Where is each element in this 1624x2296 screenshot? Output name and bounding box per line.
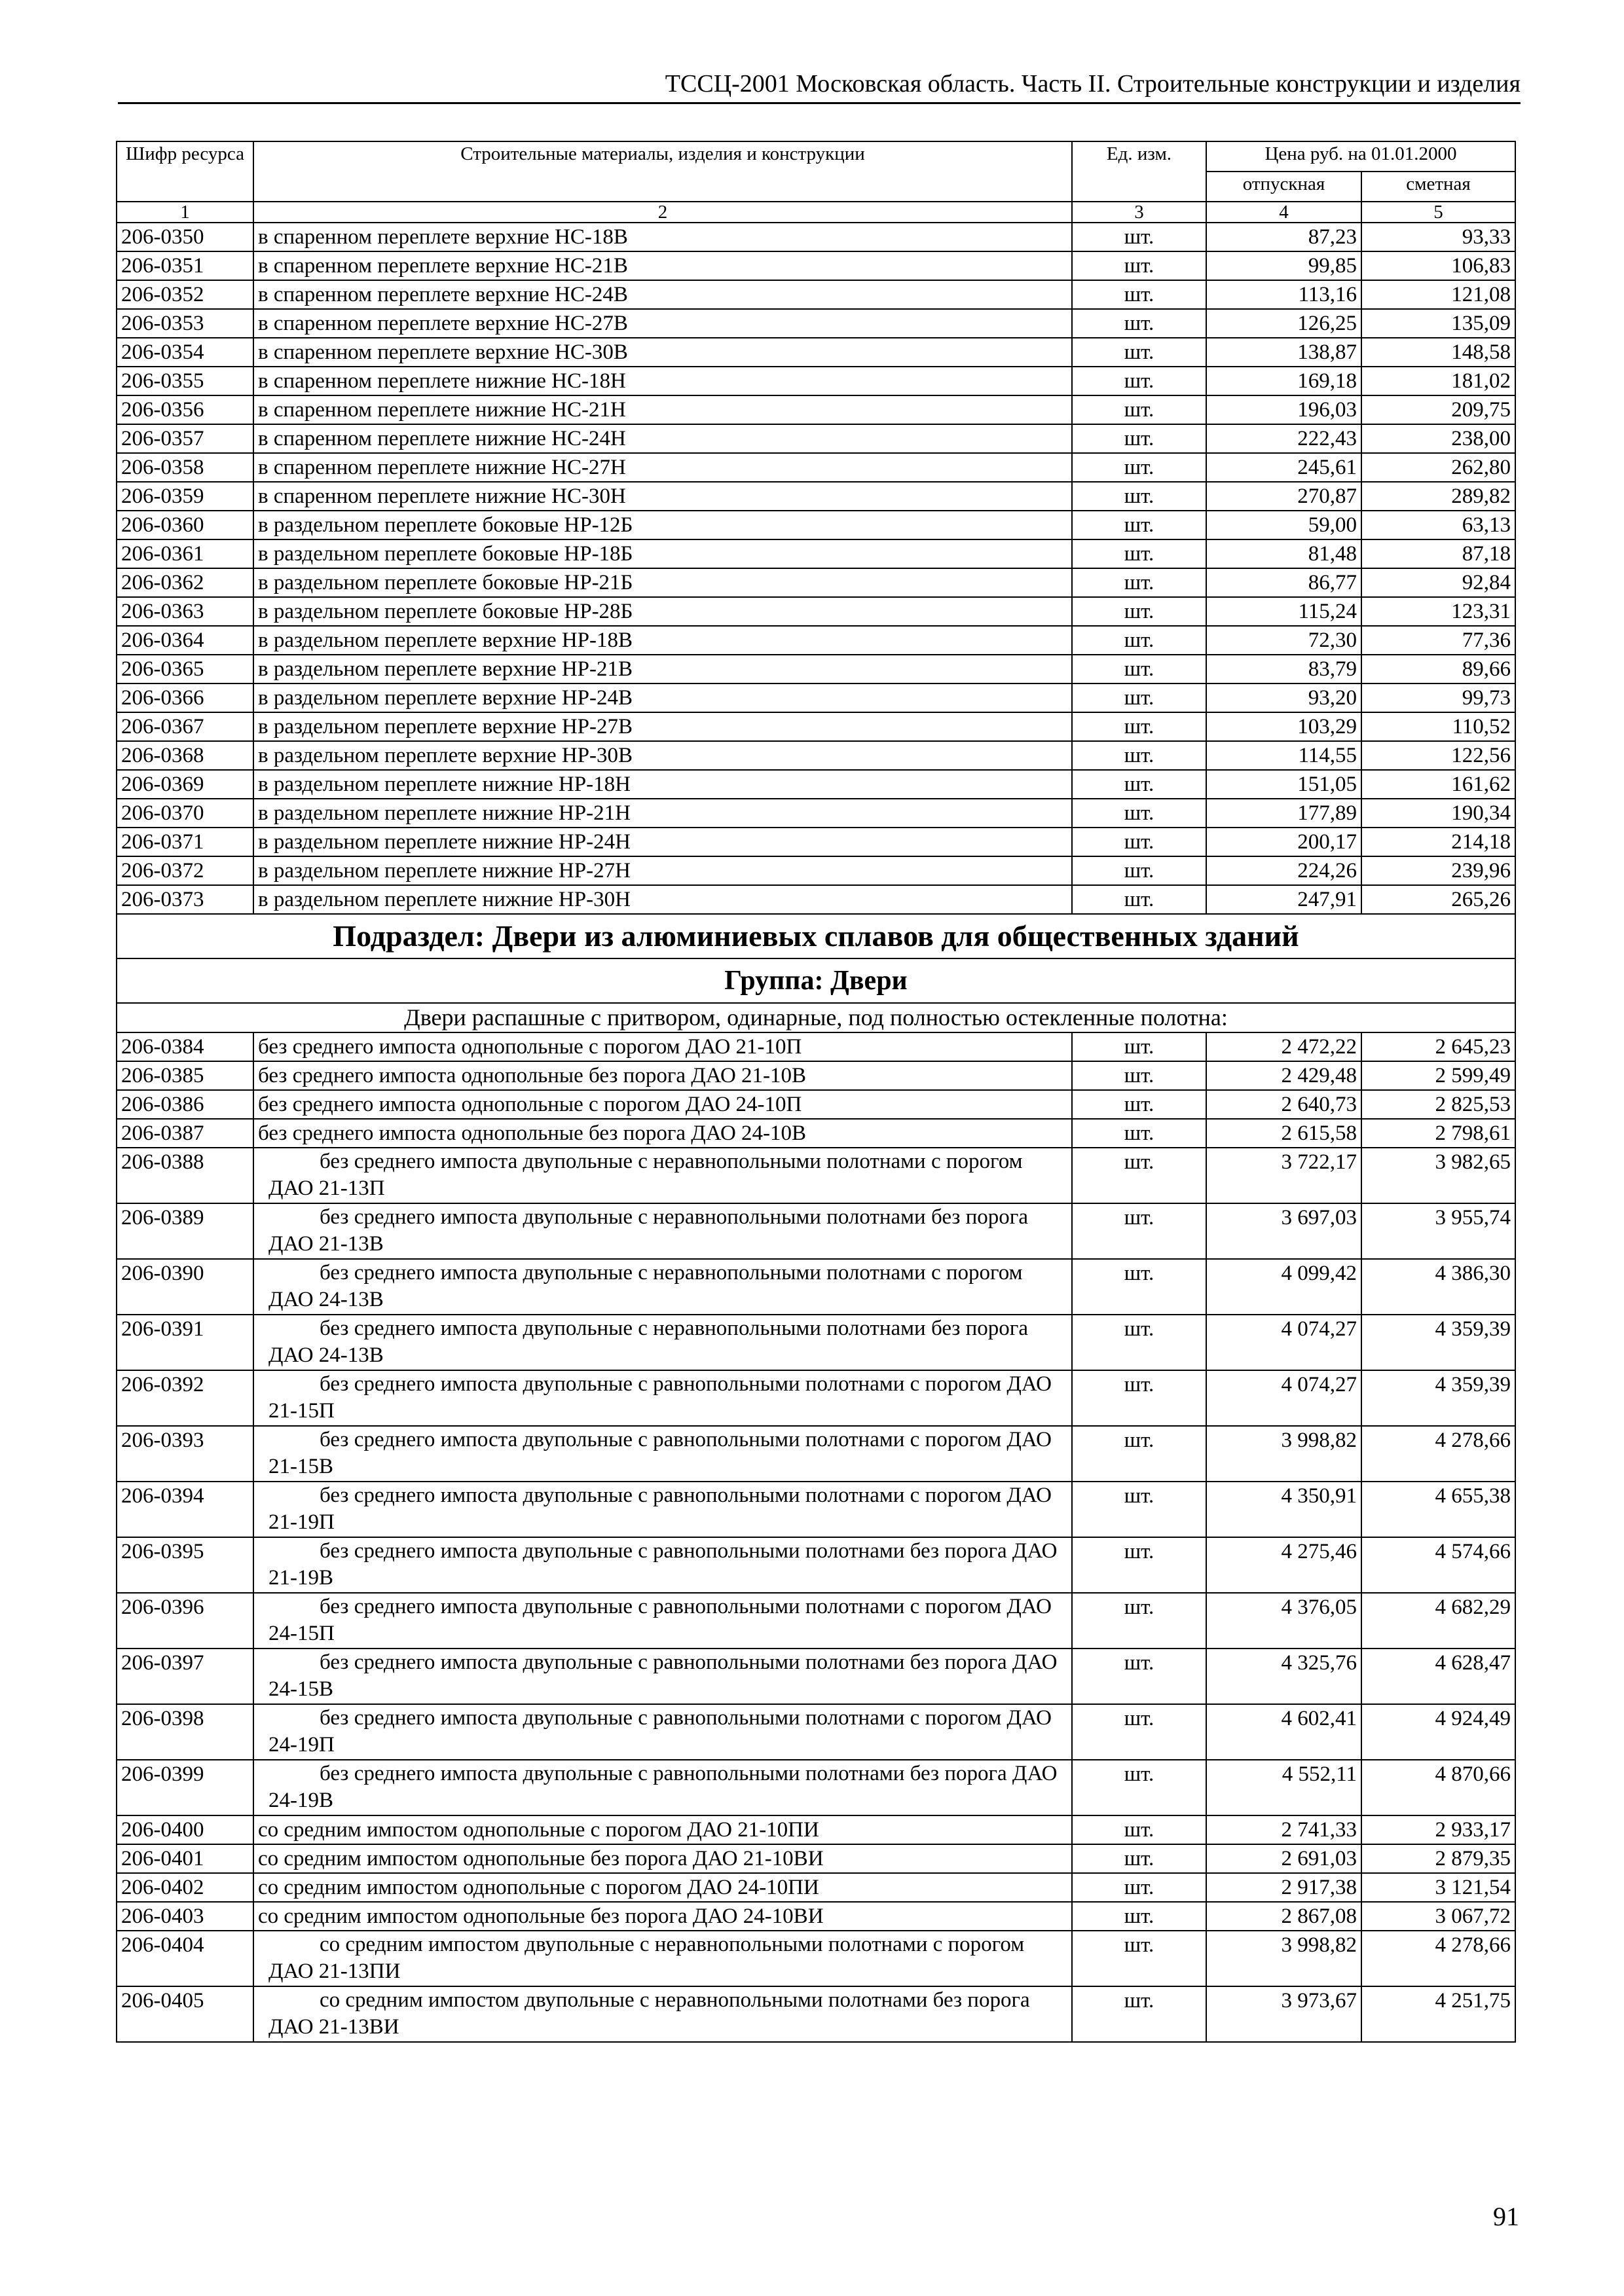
estimate-price: 4 870,66 [1361,1760,1515,1815]
estimate-price: 3 982,65 [1361,1148,1515,1203]
release-price: 224,26 [1206,856,1361,885]
table-row [117,712,1515,741]
release-price: 2 691,03 [1206,1844,1361,1873]
resource-code: 206-0387 [117,1119,253,1148]
item-name: в раздельном переплете боковые НР-18Б [253,539,1072,568]
item-name: без среднего импоста двупольные с равнопольными полотнами с порогом ДАО 21-15П [253,1370,1072,1426]
release-price: 245,61 [1206,453,1361,482]
header-rule [118,102,1521,104]
resource-code: 206-0384 [117,1032,253,1061]
item-name: в спаренном переплете верхние НС-24В [253,280,1072,309]
resource-code: 206-0352 [117,280,253,309]
estimate-price: 4 386,30 [1361,1259,1515,1315]
table-row [117,799,1515,828]
item-name: без среднего импоста двупольные с равнопольными полотнами с порогом ДАО 21-19П [253,1482,1072,1537]
table-row [117,885,1515,914]
item-name: в раздельном переплете нижние НР-18Н [253,770,1072,799]
release-price: 86,77 [1206,568,1361,597]
table-row [117,1426,1515,1482]
table-row [117,1760,1515,1815]
release-price: 4 074,27 [1206,1370,1361,1426]
estimate-price: 2 599,49 [1361,1061,1515,1090]
estimate-price: 4 655,38 [1361,1482,1515,1537]
resource-code: 206-0402 [117,1873,253,1902]
item-name: в спаренном переплете верхние НС-30В [253,338,1072,367]
estimate-price: 106,83 [1361,251,1515,280]
resource-code: 206-0371 [117,828,253,856]
item-name: без среднего импоста двупольные с равнопольными полотнами с порогом ДАО 24-15П [253,1593,1072,1649]
resource-code: 206-0368 [117,741,253,770]
estimate-price: 2 798,61 [1361,1119,1515,1148]
resource-code: 206-0358 [117,453,253,482]
unit: шт. [1072,1815,1206,1844]
release-price: 4 602,41 [1206,1704,1361,1760]
release-price: 169,18 [1206,367,1361,395]
unit: шт. [1072,683,1206,712]
unit: шт. [1072,223,1206,251]
unit: шт. [1072,597,1206,626]
resource-code: 206-0388 [117,1148,253,1203]
resource-code: 206-0401 [117,1844,253,1873]
item-name: без среднего импоста двупольные с равнопольными полотнами с порогом ДАО 21-15В [253,1426,1072,1482]
resource-code: 206-0366 [117,683,253,712]
table-row [117,1649,1515,1704]
item-name: в спаренном переплете нижние НС-18Н [253,367,1072,395]
table-row [117,626,1515,655]
release-price: 4 074,27 [1206,1315,1361,1370]
estimate-price: 4 682,29 [1361,1593,1515,1649]
resource-code: 206-0367 [117,712,253,741]
release-price: 4 552,11 [1206,1760,1361,1815]
section-title: Подраздел: Двери из алюминиевых сплавов для общественных зданий [117,914,1515,958]
unit: шт. [1072,885,1206,914]
unit: шт. [1072,453,1206,482]
release-price: 83,79 [1206,655,1361,683]
resource-code: 206-0392 [117,1370,253,1426]
resource-code: 206-0357 [117,424,253,453]
release-price: 200,17 [1206,828,1361,856]
resource-code: 206-0390 [117,1259,253,1315]
release-price: 2 741,33 [1206,1815,1361,1844]
item-name: в спаренном переплете верхние НС-18В [253,223,1072,251]
unit: шт. [1072,741,1206,770]
item-name: со средним импостом однопольные без порога ДАО 21-10ВИ [253,1844,1072,1873]
estimate-price: 4 251,75 [1361,1986,1515,2042]
column-number: 2 [253,202,1072,223]
estimate-price: 265,26 [1361,885,1515,914]
table-row [117,1844,1515,1873]
release-price: 4 099,42 [1206,1259,1361,1315]
item-name: без среднего импоста двупольные с неравнопольными полотнами с порогом ДАО 21-13П [253,1148,1072,1203]
estimate-price: 4 574,66 [1361,1537,1515,1593]
release-price: 87,23 [1206,223,1361,251]
release-price: 138,87 [1206,338,1361,367]
item-name: в спаренном переплете верхние НС-27В [253,309,1072,338]
estimate-price: 239,96 [1361,856,1515,885]
subheading-row [117,1003,1515,1032]
unit: шт. [1072,251,1206,280]
estimate-price: 2 933,17 [1361,1815,1515,1844]
item-name: со средним импостом двупольные с неравнопольными полотнами с порогом ДАО 21-13ПИ [253,1931,1072,1986]
item-name: в раздельном переплете нижние НР-21Н [253,799,1072,828]
table-row [117,1203,1515,1259]
unit: шт. [1072,539,1206,568]
table-row [117,1090,1515,1119]
estimate-price: 4 278,66 [1361,1931,1515,1986]
unit: шт. [1072,1593,1206,1649]
unit: шт. [1072,828,1206,856]
item-name: без среднего импоста однопольные с порогом ДАО 21-10П [253,1032,1072,1061]
header-estimate-price: сметная [1361,172,1515,202]
resource-code: 206-0394 [117,1482,253,1537]
table-row [117,424,1515,453]
unit: шт. [1072,1259,1206,1315]
table-row [117,856,1515,885]
unit: шт. [1072,1032,1206,1061]
release-price: 72,30 [1206,626,1361,655]
estimate-price: 148,58 [1361,338,1515,367]
table-row [117,1032,1515,1061]
release-price: 93,20 [1206,683,1361,712]
table-row [117,683,1515,712]
group-title-row [117,958,1515,1003]
table-row [117,1370,1515,1426]
estimate-price: 4 359,39 [1361,1370,1515,1426]
item-name: в раздельном переплете верхние НР-27В [253,712,1072,741]
table-row [117,251,1515,280]
header-unit: Ед. изм. [1072,141,1206,202]
column-number: 1 [117,202,253,223]
resource-code: 206-0399 [117,1760,253,1815]
item-name: без среднего импоста двупольные с равнопольными полотнами без порога ДАО 24-15В [253,1649,1072,1704]
unit: шт. [1072,1902,1206,1931]
column-number: 3 [1072,202,1206,223]
release-price: 3 722,17 [1206,1148,1361,1203]
unit: шт. [1072,1537,1206,1593]
resource-code: 206-0351 [117,251,253,280]
estimate-price: 135,09 [1361,309,1515,338]
item-name: без среднего импоста двупольные с неравнопольными полотнами без порога ДАО 24-13В [253,1315,1072,1370]
estimate-price: 3 955,74 [1361,1203,1515,1259]
table-row [117,1315,1515,1370]
price-table [116,141,1516,2043]
table-row [117,539,1515,568]
release-price: 2 917,38 [1206,1873,1361,1902]
resource-code: 206-0365 [117,655,253,683]
header-release-price: отпускная [1206,172,1361,202]
unit: шт. [1072,482,1206,511]
estimate-price: 92,84 [1361,568,1515,597]
resource-code: 206-0389 [117,1203,253,1259]
table-row [117,309,1515,338]
subheading: Двери распашные с притвором, одинарные, под полностью остекленные полотна: [117,1003,1515,1032]
table-row [117,1873,1515,1902]
unit: шт. [1072,568,1206,597]
unit: шт. [1072,395,1206,424]
release-price: 113,16 [1206,280,1361,309]
unit: шт. [1072,1844,1206,1873]
resource-code: 206-0362 [117,568,253,597]
release-price: 81,48 [1206,539,1361,568]
estimate-price: 3 067,72 [1361,1902,1515,1931]
resource-code: 206-0361 [117,539,253,568]
unit: шт. [1072,799,1206,828]
release-price: 4 275,46 [1206,1537,1361,1593]
item-name: в раздельном переплете верхние НР-18В [253,626,1072,655]
item-name: без среднего импоста двупольные с неравнопольными полотнами без порога ДАО 21-13В [253,1203,1072,1259]
estimate-price: 93,33 [1361,223,1515,251]
release-price: 126,25 [1206,309,1361,338]
resource-code: 206-0372 [117,856,253,885]
item-name: без среднего импоста двупольные с равнопольными полотнами с порогом ДАО 24-19П [253,1704,1072,1760]
resource-code: 206-0360 [117,511,253,539]
table-row [117,1537,1515,1593]
release-price: 2 867,08 [1206,1902,1361,1931]
resource-code: 206-0400 [117,1815,253,1844]
release-price: 103,29 [1206,712,1361,741]
estimate-price: 190,34 [1361,799,1515,828]
section-title-row [117,914,1515,958]
table-row [117,223,1515,251]
resource-code: 206-0353 [117,309,253,338]
item-name: без среднего импоста однопольные с порогом ДАО 24-10П [253,1090,1072,1119]
item-name: в раздельном переплете верхние НР-24В [253,683,1072,712]
release-price: 247,91 [1206,885,1361,914]
item-name: в раздельном переплете боковые НР-21Б [253,568,1072,597]
estimate-price: 4 628,47 [1361,1649,1515,1704]
table-row [117,1593,1515,1649]
unit: шт. [1072,1931,1206,1986]
column-number: 5 [1361,202,1515,223]
unit: шт. [1072,1061,1206,1090]
estimate-price: 181,02 [1361,367,1515,395]
item-name: в раздельном переплете боковые НР-28Б [253,597,1072,626]
header-code: Шифр ресурса [117,141,253,202]
table-row [117,1482,1515,1537]
release-price: 4 350,91 [1206,1482,1361,1537]
unit: шт. [1072,1649,1206,1704]
estimate-price: 209,75 [1361,395,1515,424]
resource-code: 206-0369 [117,770,253,799]
header-name: Строительные материалы, изделия и конструкции [253,141,1072,202]
release-price: 4 325,76 [1206,1649,1361,1704]
resource-code: 206-0356 [117,395,253,424]
estimate-price: 3 121,54 [1361,1873,1515,1902]
unit: шт. [1072,1203,1206,1259]
estimate-price: 110,52 [1361,712,1515,741]
unit: шт. [1072,511,1206,539]
table-row [117,1902,1515,1931]
table-row [117,280,1515,309]
item-name: в раздельном переплете верхние НР-21В [253,655,1072,683]
unit: шт. [1072,338,1206,367]
release-price: 59,00 [1206,511,1361,539]
release-price: 4 376,05 [1206,1593,1361,1649]
unit: шт. [1072,1482,1206,1537]
estimate-price: 121,08 [1361,280,1515,309]
resource-code: 206-0354 [117,338,253,367]
item-name: без среднего импоста двупольные с равнопольными полотнами без порога ДАО 24-19В [253,1760,1072,1815]
table-row [117,1931,1515,1986]
release-price: 2 615,58 [1206,1119,1361,1148]
item-name: без среднего импоста двупольные с равнопольными полотнами без порога ДАО 21-19В [253,1537,1072,1593]
estimate-price: 63,13 [1361,511,1515,539]
item-name: в спаренном переплете нижние НС-24Н [253,424,1072,453]
unit: шт. [1072,1760,1206,1815]
estimate-price: 262,80 [1361,453,1515,482]
estimate-price: 238,00 [1361,424,1515,453]
release-price: 114,55 [1206,741,1361,770]
release-price: 3 998,82 [1206,1931,1361,1986]
unit: шт. [1072,1315,1206,1370]
running-header: ТССЦ-2001 Московская область. Часть II. Строительные конструкции и изделия [665,70,1521,98]
table-row [117,828,1515,856]
item-name: в спаренном переплете верхние НС-21В [253,251,1072,280]
unit: шт. [1072,1148,1206,1203]
release-price: 115,24 [1206,597,1361,626]
table-row [117,338,1515,367]
item-name: со средним импостом однопольные без порога ДАО 24-10ВИ [253,1902,1072,1931]
item-name: в раздельном переплете нижние НР-30Н [253,885,1072,914]
unit: шт. [1072,1426,1206,1482]
release-price: 99,85 [1206,251,1361,280]
table-row [117,482,1515,511]
release-price: 2 640,73 [1206,1090,1361,1119]
table-row [117,1259,1515,1315]
unit: шт. [1072,1090,1206,1119]
table-row [117,395,1515,424]
item-name: без среднего импоста однопольные без порога ДАО 21-10В [253,1061,1072,1090]
table-row [117,1815,1515,1844]
table-row [117,1986,1515,2042]
unit: шт. [1072,280,1206,309]
release-price: 270,87 [1206,482,1361,511]
unit: шт. [1072,626,1206,655]
resource-code: 206-0404 [117,1931,253,1986]
table-row [117,367,1515,395]
page-number: 91 [1493,2202,1519,2231]
estimate-price: 214,18 [1361,828,1515,856]
estimate-price: 2 879,35 [1361,1844,1515,1873]
item-name: в раздельном переплете боковые НР-12Б [253,511,1072,539]
table-row [117,655,1515,683]
item-name: в спаренном переплете нижние НС-21Н [253,395,1072,424]
table-row [117,597,1515,626]
item-name: в раздельном переплете нижние НР-24Н [253,828,1072,856]
release-price: 177,89 [1206,799,1361,828]
resource-code: 206-0364 [117,626,253,655]
unit: шт. [1072,1119,1206,1148]
resource-code: 206-0355 [117,367,253,395]
table-row [117,741,1515,770]
table-row [117,1119,1515,1148]
estimate-price: 2 645,23 [1361,1032,1515,1061]
table-row [117,1148,1515,1203]
estimate-price: 122,56 [1361,741,1515,770]
resource-code: 206-0370 [117,799,253,828]
resource-code: 206-0405 [117,1986,253,2042]
release-price: 3 973,67 [1206,1986,1361,2042]
unit: шт. [1072,856,1206,885]
table-row [117,511,1515,539]
resource-code: 206-0398 [117,1704,253,1760]
table-row [117,1061,1515,1090]
item-name: в раздельном переплете нижние НР-27Н [253,856,1072,885]
resource-code: 206-0395 [117,1537,253,1593]
item-name: в раздельном переплете верхние НР-30В [253,741,1072,770]
resource-code: 206-0363 [117,597,253,626]
release-price: 2 472,22 [1206,1032,1361,1061]
resource-code: 206-0403 [117,1902,253,1931]
item-name: в спаренном переплете нижние НС-27Н [253,453,1072,482]
estimate-price: 161,62 [1361,770,1515,799]
release-price: 222,43 [1206,424,1361,453]
column-number: 4 [1206,202,1361,223]
unit: шт. [1072,1873,1206,1902]
resource-code: 206-0393 [117,1426,253,1482]
unit: шт. [1072,424,1206,453]
estimate-price: 4 924,49 [1361,1704,1515,1760]
release-price: 151,05 [1206,770,1361,799]
resource-code: 206-0391 [117,1315,253,1370]
estimate-price: 4 359,39 [1361,1315,1515,1370]
estimate-price: 4 278,66 [1361,1426,1515,1482]
estimate-price: 123,31 [1361,597,1515,626]
estimate-price: 89,66 [1361,655,1515,683]
resource-code: 206-0385 [117,1061,253,1090]
unit: шт. [1072,367,1206,395]
resource-code: 206-0396 [117,1593,253,1649]
column-number-row [117,202,1515,223]
resource-code: 206-0359 [117,482,253,511]
item-name: без среднего импоста двупольные с неравнопольными полотнами с порогом ДАО 24-13В [253,1259,1072,1315]
resource-code: 206-0386 [117,1090,253,1119]
unit: шт. [1072,655,1206,683]
table-row [117,568,1515,597]
item-name: со средним импостом двупольные с неравнопольными полотнами без порога ДАО 21-13ВИ [253,1986,1072,2042]
release-price: 3 697,03 [1206,1203,1361,1259]
estimate-price: 87,18 [1361,539,1515,568]
unit: шт. [1072,770,1206,799]
release-price: 196,03 [1206,395,1361,424]
item-name: со средним импостом однопольные с порогом ДАО 24-10ПИ [253,1873,1072,1902]
unit: шт. [1072,1370,1206,1426]
table-header-row [117,141,1515,172]
group-title: Группа: Двери [117,958,1515,1003]
estimate-price: 289,82 [1361,482,1515,511]
unit: шт. [1072,1704,1206,1760]
table-row [117,1704,1515,1760]
resource-code: 206-0350 [117,223,253,251]
release-price: 3 998,82 [1206,1426,1361,1482]
item-name: в спаренном переплете нижние НС-30Н [253,482,1072,511]
release-price: 2 429,48 [1206,1061,1361,1090]
item-name: без среднего импоста однопольные без порога ДАО 24-10В [253,1119,1072,1148]
table-row [117,453,1515,482]
resource-code: 206-0397 [117,1649,253,1704]
resource-code: 206-0373 [117,885,253,914]
estimate-price: 2 825,53 [1361,1090,1515,1119]
unit: шт. [1072,712,1206,741]
header-price: Цена руб. на 01.01.2000 [1206,141,1515,172]
table-row [117,770,1515,799]
estimate-price: 77,36 [1361,626,1515,655]
unit: шт. [1072,309,1206,338]
estimate-price: 99,73 [1361,683,1515,712]
item-name: со средним импостом однопольные с порогом ДАО 21-10ПИ [253,1815,1072,1844]
unit: шт. [1072,1986,1206,2042]
